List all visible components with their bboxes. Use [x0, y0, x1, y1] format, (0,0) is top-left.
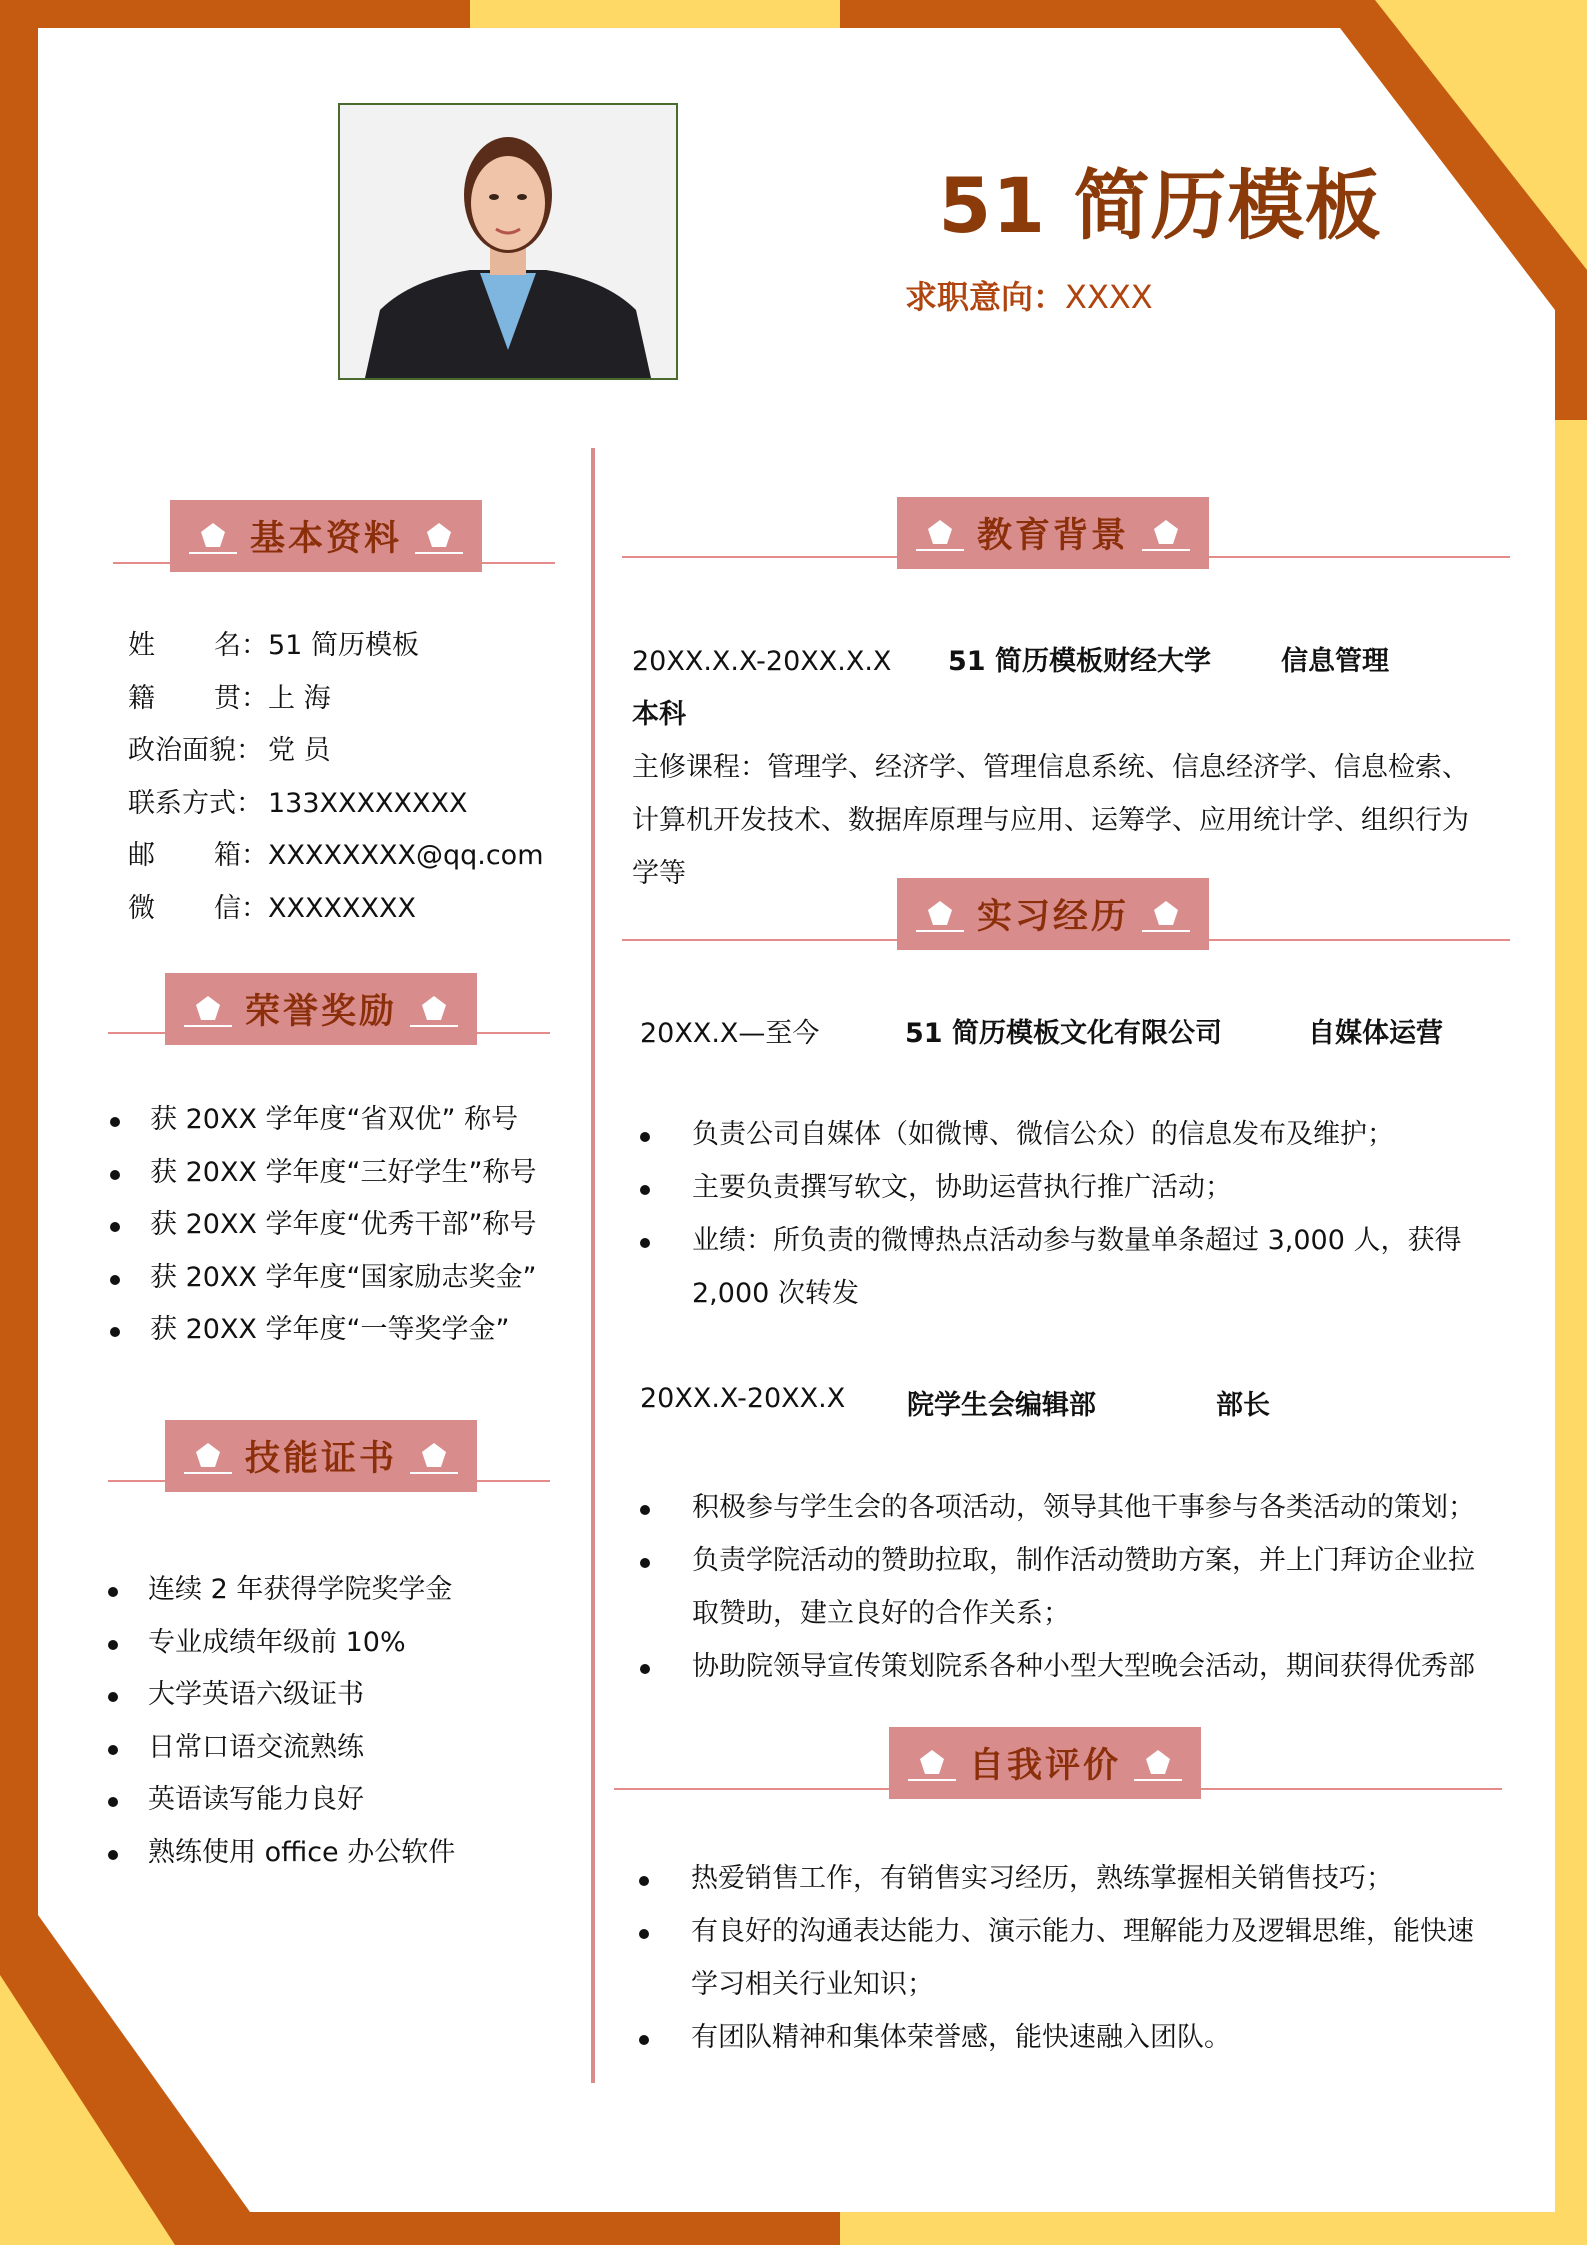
profile-photo	[338, 103, 678, 380]
section-header-education	[897, 497, 1209, 569]
list-item: 英语读写能力良好	[108, 1774, 455, 1827]
job-period: 20XX.X—至今	[640, 1018, 820, 1049]
list-item: 有团队精神和集体荣誉感，能快速融入团队。	[635, 2011, 1515, 2064]
list-item: 业绩：所负责的微博热点活动参与数量单条超过 3,000 人，获得 2,000 次转发	[636, 1214, 1492, 1320]
section-title: 教育背景	[976, 516, 1129, 556]
info-row: 邮 箱： XXXXXXXX@qq.com	[128, 830, 544, 883]
column-divider	[591, 448, 595, 2083]
frame-shape	[1555, 420, 1587, 2245]
edu-school: 51 简历模板财经大学	[948, 646, 1211, 677]
list-item: 连续 2 年获得学院奖学金	[108, 1564, 455, 1617]
job-period: 20XX.X-20XX.X	[640, 1383, 846, 1414]
list-item: 协助院领导宣传策划院系各种小型大型晚会活动，期间获得优秀部	[636, 1640, 1516, 1693]
section-header-honor	[165, 973, 477, 1045]
pentagon-icon	[195, 1442, 221, 1468]
info-value: 51 简历模板	[268, 630, 419, 661]
basic-info-list	[128, 620, 544, 935]
job-org: 院学生会编辑部	[907, 1390, 1096, 1421]
list-item: 主要负责撰写软文，协助运营执行推广活动；	[636, 1161, 1516, 1214]
section-title: 实习经历	[976, 897, 1129, 937]
info-value: 上 海	[268, 682, 331, 714]
info-row: 联系方式： 133XXXXXXXX	[128, 778, 544, 831]
list-item: 获 20XX 学年度“三好学生”称号	[110, 1147, 537, 1200]
pentagon-icon	[200, 522, 226, 548]
list-item: 大学英语六级证书	[108, 1669, 455, 1722]
education-block	[632, 635, 1502, 889]
job-duty-list	[636, 1108, 1516, 1320]
list-item: 日常口语交流熟练	[108, 1722, 455, 1775]
job-row	[640, 1011, 1443, 1050]
list-item: 获 20XX 学年度“优秀干部”称号	[110, 1199, 537, 1252]
job-intent-label: 求职意向：	[905, 278, 1066, 316]
list-item: 有良好的沟通表达能力、演示能力、理解能力及逻辑思维，能快速学习相关行业知识；	[635, 1905, 1491, 2011]
frame-shape	[470, 0, 840, 28]
edu-courses: 主修课程：管理学、经济学、管理信息系统、信息经济学、信息检索、计算机开发技术、数据库原理与应用、运筹学、应用统计学、组织行为学等	[632, 752, 1469, 889]
info-value: XXXXXXXX@qq.com	[268, 840, 544, 871]
section-title: 技能证书	[244, 1439, 397, 1479]
resume-title: 51 简历模板	[938, 161, 1382, 250]
list-item: 熟练使用 office 办公软件	[108, 1827, 455, 1880]
job-intent	[905, 272, 1153, 318]
skills-list	[108, 1564, 456, 1868]
frame-shape	[840, 2212, 1555, 2245]
info-value: 133XXXXXXXX	[268, 787, 468, 819]
pentagon-icon	[421, 995, 447, 1021]
self-eval-list	[635, 1852, 1515, 2064]
job-intent-value: XXXX	[1065, 278, 1153, 316]
edu-period: 20XX.X.X-20XX.X.X	[632, 646, 892, 677]
section-header-basic	[170, 500, 482, 572]
section-header-internship	[897, 878, 1209, 950]
info-row: 微 信： XXXXXXXX	[128, 883, 544, 936]
job-row	[640, 1383, 1270, 1422]
list-item: 负责公司自媒体（如微博、微信公众）的信息发布及维护；	[636, 1108, 1516, 1161]
job-role: 自媒体运营	[1308, 1018, 1443, 1049]
pentagon-icon	[927, 900, 953, 926]
pentagon-icon	[1153, 900, 1179, 926]
info-row: 政治面貌： 党 员	[128, 725, 544, 778]
list-item: 获 20XX 学年度“省双优” 称号	[110, 1094, 537, 1147]
pentagon-icon	[426, 522, 452, 548]
section-header-skills	[165, 1420, 477, 1492]
edu-major: 信息管理	[1281, 646, 1389, 677]
list-item: 获 20XX 学年度“一等奖学金”	[110, 1304, 537, 1357]
section-title: 基本资料	[249, 519, 402, 559]
list-item: 热爱销售工作，有销售实习经历，熟练掌握相关销售技巧；	[635, 1852, 1515, 1905]
section-title: 荣誉奖励	[244, 992, 397, 1032]
list-item: 负责学院活动的赞助拉取，制作活动赞助方案，并上门拜访企业拉取赞助，建立良好的合作关系；	[636, 1534, 1492, 1640]
job-org: 51 简历模板文化有限公司	[905, 1018, 1222, 1049]
edu-degree: 本科	[632, 699, 686, 730]
list-item: 专业成绩年级前 10%	[108, 1617, 455, 1670]
pentagon-icon	[919, 1749, 945, 1775]
info-value: XXXXXXXX	[268, 892, 416, 924]
info-row: 姓 名： 51 简历模板	[128, 620, 544, 673]
section-title: 自我评价	[968, 1746, 1121, 1786]
job-duty-list	[636, 1481, 1516, 1693]
pentagon-icon	[1153, 519, 1179, 545]
list-item: 积极参与学生会的各项活动，领导其他干事参与各类活动的策划；	[636, 1481, 1516, 1534]
pentagon-icon	[927, 519, 953, 545]
info-value: 党 员	[268, 735, 331, 766]
list-item: 获 20XX 学年度“国家励志奖金”	[110, 1252, 537, 1305]
pentagon-icon	[421, 1442, 447, 1468]
job-role: 部长	[1216, 1390, 1270, 1421]
pentagon-icon	[1145, 1749, 1171, 1775]
honor-list	[110, 1094, 537, 1357]
info-row: 籍 贯： 上 海	[128, 673, 544, 726]
section-header-self-eval	[889, 1727, 1201, 1799]
pentagon-icon	[195, 995, 221, 1021]
